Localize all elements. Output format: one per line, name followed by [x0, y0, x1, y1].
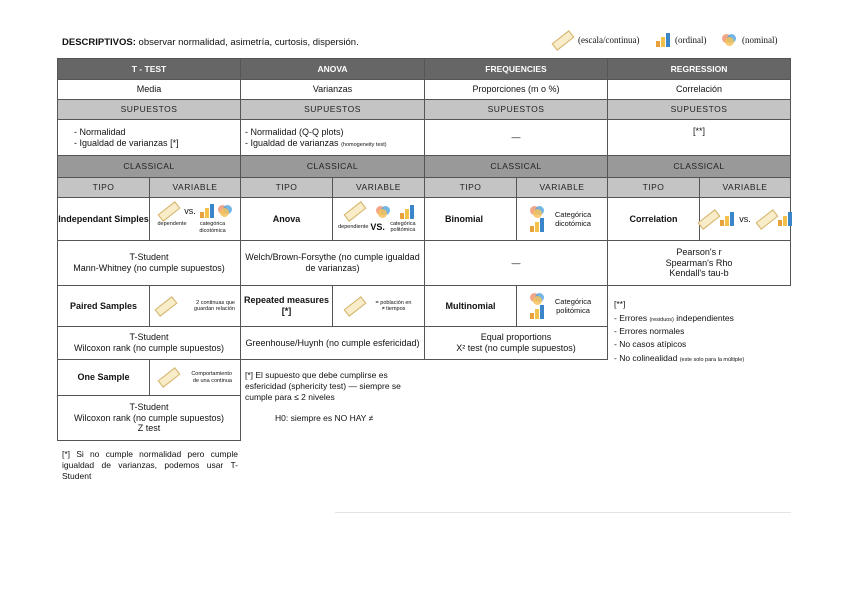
ruler-icon	[343, 201, 366, 222]
measure-anova: Varianzas	[240, 79, 425, 100]
assumptions-anova: - Normalidad (Q-Q plots) - Igualdad de varianzas (homogeneity test)	[240, 119, 425, 156]
bar-chart-icon	[530, 305, 544, 319]
assumptions-frequencies: —	[424, 119, 608, 156]
bar-chart-icon	[200, 204, 214, 218]
venn-heart-icon	[530, 293, 544, 305]
bar-chart-icon	[656, 33, 670, 47]
anova-type-repeated: Repeated measures [*]	[240, 285, 333, 327]
header-anova: ANOVA	[240, 58, 425, 80]
ttest-variable-paired: 2 continuas que guardan relación	[149, 285, 241, 327]
header-ttest: T - TEST	[57, 58, 241, 80]
classical-frequencies: CLASSICAL	[424, 155, 608, 178]
venn-heart-icon	[218, 205, 232, 217]
supuestos-frequencies: SUPUESTOS	[424, 99, 608, 120]
page-title: DESCRIPTIVOS: observar normalidad, asimetría, curtosis, dispersión.	[62, 37, 359, 48]
ttest-type-independent: Independant Simples	[57, 197, 150, 241]
header-frequencies: FREQUENCIES	[424, 58, 608, 80]
bar-chart-icon	[778, 212, 792, 226]
legend-ordinal: (ordinal)	[656, 30, 707, 50]
measure-frequencies: Proporciones (m o %)	[424, 79, 608, 100]
regr-tests-correlation: Pearson's r Spearman's Rho Kendall's tau-b	[607, 240, 791, 286]
anova-variable-repeated: = población en ≠ tiempos	[332, 285, 425, 327]
ttest-tests-one-sample: T-Student Wilcoxon rank (no cumple supuestos) Z test	[57, 395, 241, 441]
measure-regression: Correlación	[607, 79, 791, 100]
anova-variable-anova: dependiente VS. categórica politómica	[332, 197, 425, 241]
variable-ttest: VARIABLE	[149, 177, 241, 198]
freq-tests-multinomial: Equal proportions X² test (no cumple supuestos)	[424, 326, 608, 360]
tipo-anova: TIPO	[240, 177, 333, 198]
regr-variable-correlation: vs.	[699, 197, 791, 241]
freq-variable-binomial: Categórica dicotómica	[516, 197, 608, 241]
freq-tests-binomial: —	[424, 240, 608, 286]
header-regression: REGRESSION	[607, 58, 791, 80]
ruler-icon	[158, 201, 181, 222]
supuestos-anova: SUPUESTOS	[240, 99, 425, 120]
freq-type-multinomial: Multinomial	[424, 285, 517, 327]
anova-h0-note: H0: siempre es NO HAY ≠	[275, 413, 374, 423]
ttest-variable-independent: vs. dependente categórica dicotómica	[149, 197, 241, 241]
venn-heart-icon	[376, 206, 390, 218]
supuestos-regression: SUPUESTOS	[607, 99, 791, 120]
assumptions-regression: [**]	[607, 119, 791, 156]
ruler-icon	[155, 296, 178, 317]
freq-variable-multinomial: Categórica politómica	[516, 285, 608, 327]
ruler-icon	[343, 296, 366, 317]
freq-type-binomial: Binomial	[424, 197, 517, 241]
classical-ttest: CLASSICAL	[57, 155, 241, 178]
bar-chart-icon	[720, 212, 734, 226]
ttest-type-paired: Paired Samples	[57, 285, 150, 327]
anova-tests-repeated: Greenhouse/Huynh (no cumple esfericidad)	[240, 326, 425, 360]
anova-type-anova: Anova	[240, 197, 333, 241]
ttest-variable-one-sample: Comportamiento de una continua	[149, 359, 241, 396]
ttest-tests-independent: T-Student Mann-Whitney (no cumple supuestos)	[57, 240, 241, 286]
ruler-icon	[755, 209, 778, 230]
bar-chart-icon	[530, 218, 544, 232]
variable-regression: VARIABLE	[699, 177, 791, 198]
tipo-ttest: TIPO	[57, 177, 150, 198]
ttest-type-one-sample: One Sample	[57, 359, 150, 396]
variable-anova: VARIABLE	[332, 177, 425, 198]
anova-tests-anova: Welch/Brown-Forsythe (no cumple igualdad de varianzas)	[240, 240, 425, 286]
ruler-icon	[158, 367, 181, 388]
regr-type-correlation: Correlation	[607, 197, 700, 241]
regr-assumption-notes: [**] - Errores (residuos) independientes - Errores normales - No casos atípicos - No colinealidad (este solo para la múltiple)	[614, 299, 790, 365]
legend-continuous: (escala/continua)	[552, 30, 639, 50]
ttest-footnote: [*] Si no cumple normalidad pero cumple igualdad de varianzas, podemos usar T-Student	[62, 449, 238, 482]
classical-regression: CLASSICAL	[607, 155, 791, 178]
variable-frequencies: VARIABLE	[516, 177, 608, 198]
ruler-icon	[552, 30, 575, 51]
bar-chart-icon	[400, 205, 414, 219]
tipo-regression: TIPO	[607, 177, 700, 198]
venn-heart-icon	[722, 34, 736, 46]
legend-nominal: (nominal)	[722, 30, 778, 50]
ttest-tests-paired: T-Student Wilcoxon rank (no cumple supuestos)	[57, 326, 241, 360]
divider	[335, 512, 791, 513]
venn-heart-icon	[530, 206, 544, 218]
tipo-frequencies: TIPO	[424, 177, 517, 198]
supuestos-ttest: SUPUESTOS	[57, 99, 241, 120]
measure-ttest: Media	[57, 79, 241, 100]
classical-anova: CLASSICAL	[240, 155, 425, 178]
ruler-icon	[698, 209, 721, 230]
assumptions-ttest: - Normalidad - Igualdad de varianzas [*]	[57, 119, 241, 156]
anova-sphericity-note: [*] El supuesto que debe cumplirse es esfericidad (sphericity test) — siempre se cumple para ≤ 2 niveles	[245, 370, 401, 403]
